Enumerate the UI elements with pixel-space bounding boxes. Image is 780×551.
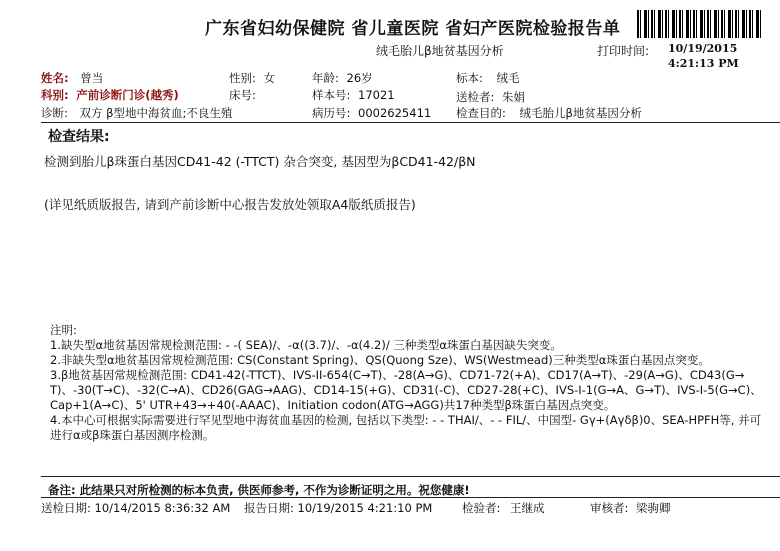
- tester-value: 王继成: [510, 501, 545, 515]
- purpose-field: [456, 105, 642, 121]
- notes-label: 注明:: [50, 323, 77, 337]
- report-date-value: 10/19/2015 4:21:10 PM: [297, 501, 433, 515]
- send-date-value: 10/14/2015 8:36:32 AM: [94, 501, 231, 515]
- sender-field: [456, 89, 525, 105]
- purpose-label: 检查目的:: [456, 106, 506, 120]
- send-date-label: 送检日期:: [41, 501, 91, 515]
- age-label: 年龄:: [312, 71, 339, 85]
- note-item-4: 4.本中心可根据实际需要进行罕见型地中海贫血基因的检测, 包括以下类型: - - THAI/、- - FIL/、中国型- Gγ+(Aγδβ)0、SEA-HPFH等, 并可进行α或β珠蛋白基因测序检测。: [50, 413, 762, 442]
- purpose-value: 绒毛胎儿β地贫基因分析: [519, 106, 642, 120]
- diagnosis-field: [41, 105, 232, 121]
- report-date-label: 报告日期:: [244, 501, 294, 515]
- reviewer-value: 梁驹卿: [636, 501, 671, 515]
- sample-number-value: 17021: [358, 88, 395, 102]
- gender-label: 性别:: [229, 71, 256, 85]
- name-label: 姓名:: [41, 71, 69, 85]
- tester-label: 检验者:: [462, 501, 501, 515]
- sender-label: 送检者:: [456, 90, 495, 104]
- department-value: 产前诊断门诊(越秀): [76, 88, 179, 102]
- gender-field: [229, 70, 275, 86]
- results-section-title: 检查结果:: [48, 129, 110, 145]
- result-text: 检测到胎儿β珠蛋白基因CD41-42 (-TTCT) 杂合突变, 基因型为βCD41-42/βN: [44, 154, 476, 169]
- print-time-label: 打印时间:: [597, 44, 650, 58]
- report-subtitle: 绒毛胎儿β地贫基因分析: [376, 44, 504, 58]
- note-item-3: 3.β地贫基因常规检测范围: CD41-42(-TTCT)、IVS-II-654(C→T)、-28(A→G)、CD71-72(+A)、CD17(A→T)、-29(A→G)、CD43(G→T)、-30(T→C)、-32(C→A)、CD26(GAG→AAG)、CD14-15(+G)、CD31(-C)、CD27-28(+C)、IVS-I-1(G→A、G→T)、IVS-I-5(G→C)、Cap+1(A→C)、5' UTR+43→+40(-AAAC)、Initiation codon(ATG→AGG)共17种类型β珠蛋白基因点突变。: [50, 368, 762, 412]
- record-number-label: 病历号:: [312, 106, 351, 120]
- name-value: 曾当: [80, 71, 104, 85]
- specimen-field: [456, 70, 520, 86]
- record-number-value: 0002625411: [358, 106, 432, 120]
- age-field: [312, 70, 373, 86]
- reviewer-label: 审核者:: [590, 501, 629, 515]
- header-divider: [41, 122, 780, 123]
- department-field: [41, 87, 179, 103]
- bed-label: 床号:: [229, 88, 256, 102]
- note-item-2: 2.非缺失型α地贫基因常规检测范围: CS(Constant Spring)、QS(Quong Sze)、WS(Westmead)三种类型α珠蛋白基因点突变。: [50, 353, 710, 367]
- print-time-value: 10/19/2015 4:21:13 PM: [668, 42, 739, 70]
- barcode-image: [637, 10, 761, 38]
- sample-number-label: 样本号:: [312, 88, 351, 102]
- report-date-field: [244, 500, 448, 516]
- tester-field: [462, 500, 545, 516]
- send-date-field: [41, 500, 245, 516]
- report-title: 广东省妇幼保健院 省儿童医院 省妇产医院检验报告单: [205, 19, 621, 39]
- patient-name-field: [41, 70, 103, 86]
- sender-value: 朱娟: [502, 90, 526, 104]
- sample-number-field: [312, 87, 395, 103]
- reviewer-field: [590, 500, 671, 516]
- record-number-field: [312, 105, 431, 121]
- notes-divider: [41, 476, 780, 477]
- diagnosis-label: 诊断:: [41, 106, 68, 120]
- note-item-1: 1.缺失型α地贫基因常规检测范围: - -( SEA)/、-α((3.7)/、-α(4.2)/ 三种类型α珠蛋白基因缺失突变。: [50, 338, 562, 352]
- age-value: 26岁: [346, 71, 373, 85]
- remark-text: 备注: 此结果只对所检测的标本负责, 供医师参考, 不作为诊断证明之用。祝您健康!: [48, 483, 470, 497]
- paper-report-note: (详见纸质版报告, 请到产前诊断中心报告发放处领取A4版纸质报告): [44, 197, 416, 212]
- footer-divider: [41, 497, 780, 498]
- specimen-value: 绒毛: [496, 71, 520, 85]
- department-label: 科别:: [41, 88, 69, 102]
- notes-block: [50, 323, 765, 443]
- gender-value: 女: [263, 71, 276, 85]
- bed-field: [229, 87, 256, 103]
- diagnosis-value: 双方 β型地中海贫血;不良生殖: [79, 106, 233, 120]
- specimen-label: 标本:: [456, 71, 483, 85]
